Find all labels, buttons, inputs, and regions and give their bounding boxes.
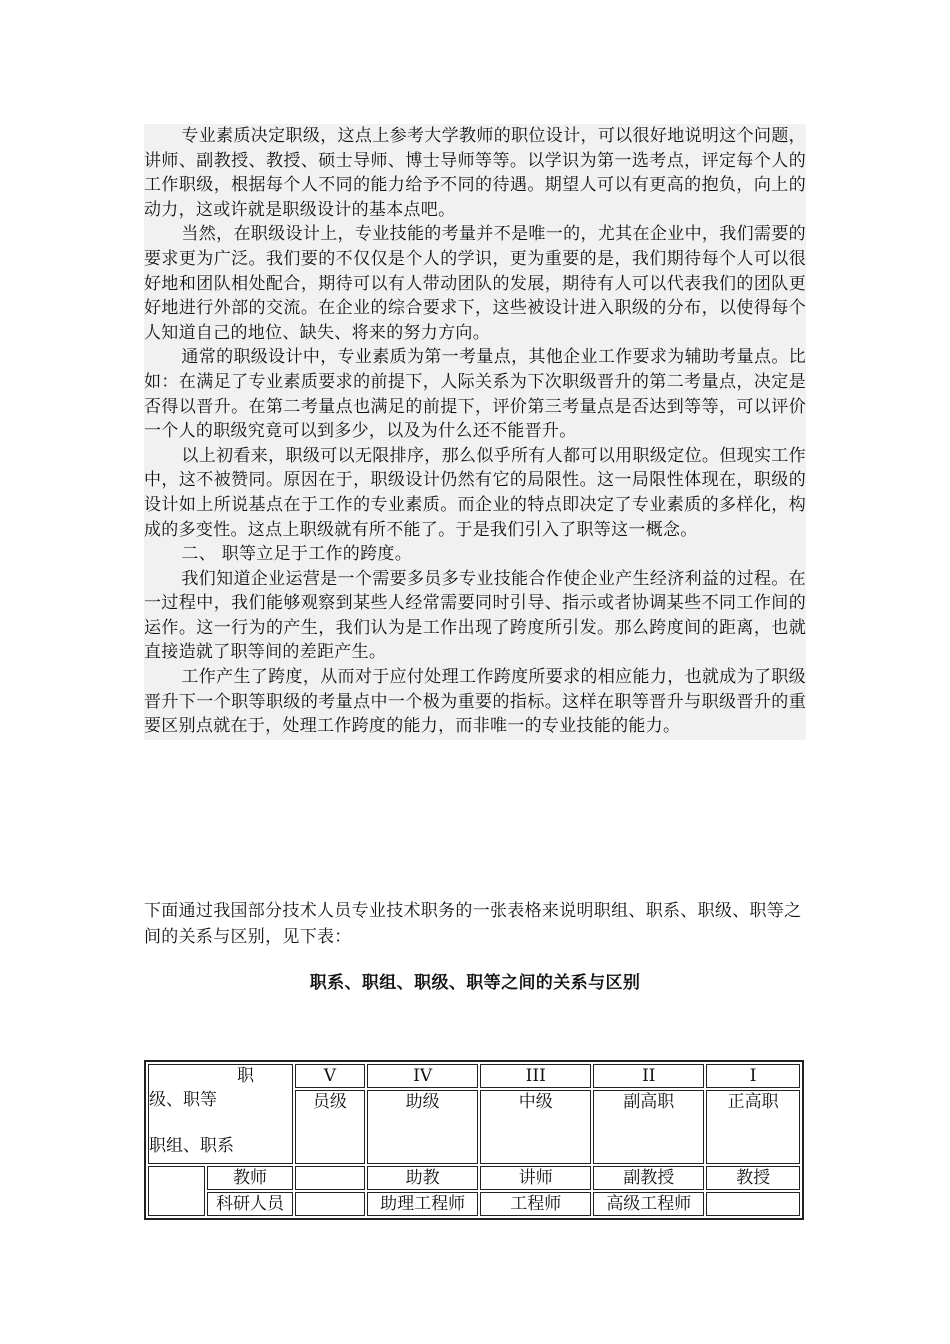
table-cell: 助教 [367, 1166, 478, 1190]
table-cell: 副教授 [593, 1166, 704, 1190]
table-row [148, 1192, 800, 1216]
corner-label-1: 职 [237, 1066, 254, 1086]
paragraph: 我们知道企业运营是一个需要多员多专业技能合作使企业产生经济利益的过程。在一过程中，我们能够观察到某些人经常需要同时引导、指示或者协调某些不同工作间的运作。这一行为的产生，我们认为是工作出现了跨度所引发。那么跨度间的距离，也就直接造就了职等间的差距产生。 [144, 568, 806, 663]
table-cell [295, 1166, 365, 1190]
article-body [144, 124, 806, 739]
table-row [148, 1166, 800, 1190]
job-grade-table [144, 1060, 804, 1220]
roman-cell: I [706, 1064, 800, 1088]
table-cell [295, 1192, 365, 1216]
table-cell: 工程师 [480, 1192, 591, 1216]
table-cell: 助理工程师 [367, 1192, 478, 1216]
table-cell: 讲师 [480, 1166, 591, 1190]
table-cell: 高级工程师 [593, 1192, 704, 1216]
level-cell: 助级 [367, 1090, 478, 1164]
roman-cell: IV [367, 1064, 478, 1088]
paragraph: 通常的职级设计中，专业素质为第一考量点，其他企业工作要求为辅助考量点。比如：在满足了专业素质要求的前提下，人际关系为下次职级晋升的第二考量点，决定是否得以晋升。在第二考量点也满足的前提下，评价第三考量点是否达到等等，可以评价一个人的职级究竟可以到多少，以及为什么还不能晋升。 [144, 347, 806, 442]
roman-cell: II [593, 1064, 704, 1088]
paragraph: 当然，在职级设计上，专业技能的考量并不是唯一的，尤其在企业中，我们需要的要求更为广泛。我们要的不仅仅是个人的学识，更为重要的是，我们期待每个人可以很好地和团队相处配合，期待可以有人带动团队的发展，期待有人可以代表我们的团队更好地进行外部的交流。在企业的综合要求下，这些被设计进入职级的分布，以使得每个人知道自己的地位、缺失、将来的努力方向。 [144, 224, 806, 343]
level-cell: 副高职 [593, 1090, 704, 1164]
corner-label-3: 职组、职系 [149, 1136, 234, 1156]
corner-label-2: 级、职等 [149, 1090, 217, 1110]
group-cell [148, 1166, 205, 1216]
paragraph: 以上初看来，职级可以无限排序，那么似乎所有人都可以用职级定位。但现实工作中，这不被赞同。原因在于，职级设计仍然有它的局限性。这一局限性体现在，职级的设计如上所说基点在于工作的专业素质。而企业的特点即决定了专业素质的多样化，构成的多变性。这点上职级就有所不能了。于是我们引入了职等这一概念。 [144, 445, 806, 540]
roman-cell: III [480, 1064, 591, 1088]
series-cell: 教师 [207, 1166, 292, 1190]
table-intro [144, 898, 806, 950]
intro-text: 下面通过我国部分技术人员专业技术职务的一张表格来说明职组、职系、职级、职等之间的关系与区别，见下表： [144, 901, 802, 947]
level-cell: 员级 [295, 1090, 365, 1164]
paragraph: 工作产生了跨度，从而对于应付处理工作跨度所要求的相应能力，也就成为了职级晋升下一个职等职级的考量点中一个极为重要的指标。这样在职等晋升与职级晋升的重要区别点就在于，处理工作跨度的能力，而非唯一的专业技能的能力。 [144, 667, 806, 737]
table-header-row [148, 1064, 800, 1088]
paragraph: 专业素质决定职级，这点上参考大学教师的职位设计，可以很好地说明这个问题，讲师、副教授、教授、硕士导师、博士导师等等。以学识为第一选考点，评定每个人的工作职级，根据每个人不同的能力给予不同的待遇。期望人可以有更高的抱负，向上的动力，这或许就是职级设计的基本点吧。 [144, 126, 806, 220]
level-cell: 中级 [480, 1090, 591, 1164]
section-heading: 二、 职等立足于工作的跨度。 [181, 544, 412, 565]
table-cell: 教授 [706, 1166, 800, 1190]
level-cell: 正高职 [706, 1090, 800, 1164]
series-cell: 科研人员 [207, 1192, 292, 1216]
table-title: 职系、职组、职级、职等之间的关系与区别 [309, 973, 641, 993]
corner-cell [148, 1064, 293, 1164]
table-cell [706, 1192, 800, 1216]
roman-cell: V [295, 1064, 365, 1088]
